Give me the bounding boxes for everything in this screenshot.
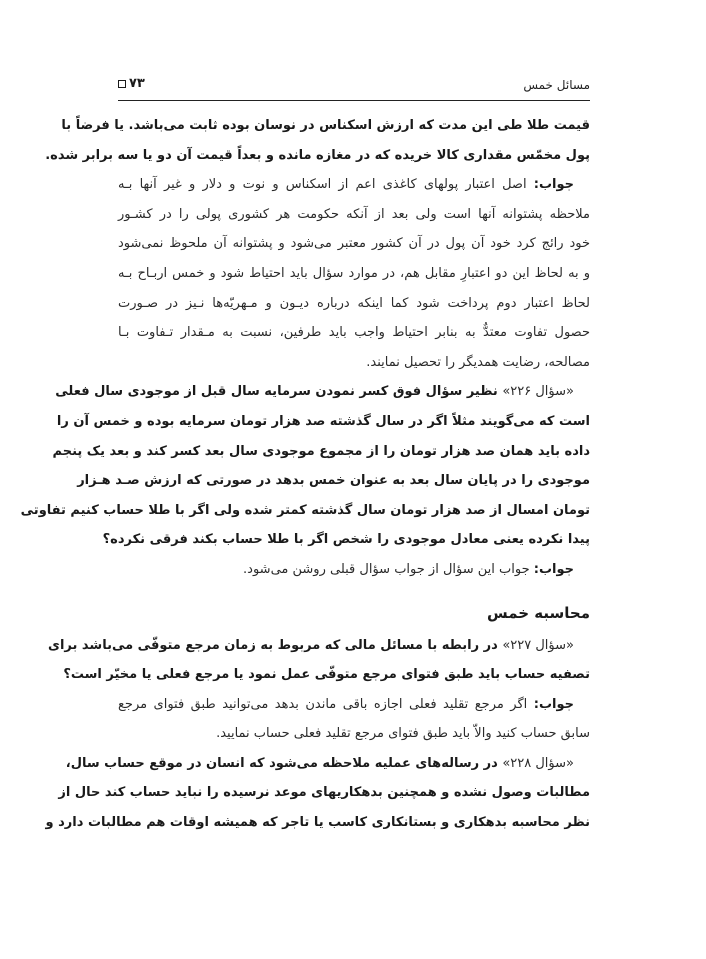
answer-label: جواب: [533,177,574,193]
answer-text: جواب این سؤال از جواب سؤال قبلی روشن می‌شود. [243,561,534,577]
question-text: در رساله‌های عملیه ملاحظه می‌شود که انسان در موقع حساب سال، [65,755,503,771]
text-line: لحاظ اعتبار دوم پرداخت شود کما اینکه درباره دیـون و مـهریّه‌ها نـیز در صـورت [118,295,590,311]
section-heading: محاسبه خمس [487,603,590,622]
page-number-text: ۷۳ [129,76,145,91]
text-line: سابق حساب کنید والاّ باید طبق فتوای مرجع تقلید فعلی حساب نمایید. [216,726,590,742]
question-number-label: «سؤال ۲۲۷» [502,637,574,653]
text-line: حصول تفاوت معتدٌّ به بنابر احتیاط واجب باید طرفین، نسبت به مـقدار تـفاوت بـا [118,325,590,341]
text-line: مصالحه، رضایت همدیگر را تحصیل نمایند. [366,354,590,370]
text-line: تومان امسال از صد هزار تومان سال گذشته کمتر شده ولی اگر با طلا حساب کنیم تفاوتی [20,502,590,518]
text-line: خود رائج کرد خود آن پول در آن کشور معتبر می‌شود و پشتوانه آن ملحوظ نمی‌شود [118,236,590,252]
running-title: مسائل خمس [523,78,590,92]
question-text: در رابطه با مسائل مالی که مربوط به زمان مرجع متوفّی می‌باشد برای [48,637,503,653]
answer-text: اصل اعتبار پولهای کاغذی اعم از اسکناس و نوت و دلار و غیر آنها بـه [118,177,534,193]
text-line: است که می‌گویند مثلاً اگر در سال گذشته صد هزار تومان سرمایه بوده و خمس آن را [56,413,590,429]
text-line: و به لحاظ این دو اعتبارِ مقابل هم، در موارد سؤال باید احتیاط شود و خمس اربـاح بـه [118,265,590,281]
text-line: پیدا نکرده یعنی معادل موجودی را شخص اگر با طلا حساب بکند فرقی نکرده؟ [102,532,590,548]
answer-label: جواب: [533,561,574,577]
answer-line [118,170,590,200]
page-number [118,76,145,91]
text-line: مطالبات وصول نشده و همچنین بدهکاریهای موعد نرسیده را نباید حساب کند حال از [58,785,590,801]
question-text: نظیر سؤال فوق کسر نمودن سرمایه سال قبل از موجودی سال فعلی [55,384,503,400]
question-line [65,749,590,779]
page-header [118,76,590,98]
text-line: ملاحظه پشتوانه آنها است ولی بعد از آنکه حکومت هر کشوری پولی را در کشـور [118,206,590,222]
text-line: قیمت طلا طی این مدت که ارزش اسکناس در نوسان بوده ثابت می‌باشد. یا فرضاً با [61,118,590,133]
square-ornament-icon [118,80,126,88]
answer-line [118,690,590,720]
question-number-label: «سؤال ۲۲۸» [502,755,574,771]
answer-text: اگر مرجع تقلید فعلی اجازه باقی ماندن بدهد می‌توانید طبق فتوای مرجع [118,696,534,712]
question-line [55,377,590,407]
answer-line [118,555,590,585]
question-line [48,631,590,661]
page-body [20,111,590,838]
text-line: پول مخمّس مقداری کالا خریده که در مغازه مانده و بعداً قیمت آن دو یا سه برابر شده. [45,147,590,163]
text-line: تصفیه حساب باید طبق فتوای مرجع متوفّی عمل نمود یا مرجع فعلی یا مخیّر است؟ [63,667,590,683]
text-line: نظر محاسبه بدهکاری و بستانکاری کاسب یا تاجر که همیشه اوقات هم مطالبات دارد و [45,815,590,831]
question-number-label: «سؤال ۲۲۶» [502,384,574,400]
header-rule [118,100,590,101]
text-line: داده باید همان صد هزار تومان را از مجموع موجودی سال بعد کسر کند و بعد یک پنجم [52,443,590,459]
answer-label: جواب: [533,696,574,712]
text-line: موجودی را در پایان سال بعد به عنوان خمس بدهد در صورتی که ارزش صـد هـزار [77,473,590,489]
